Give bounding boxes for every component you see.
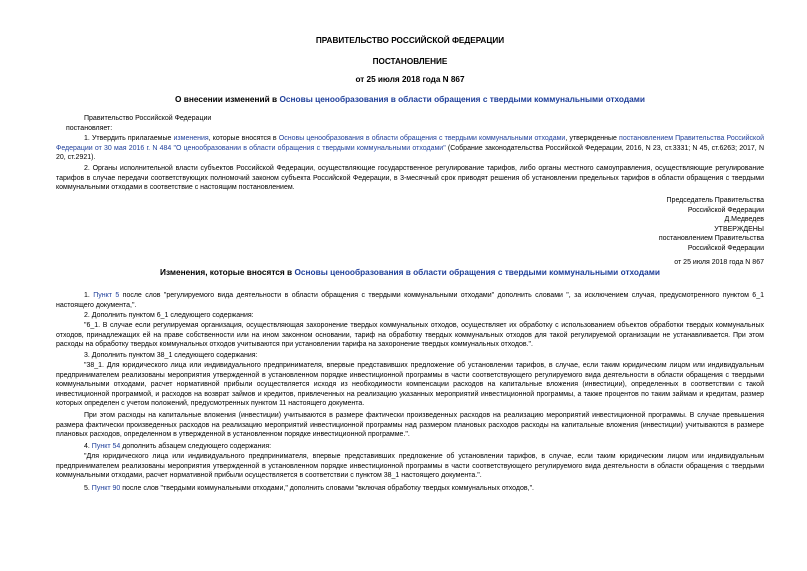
- document-title: [56, 94, 764, 104]
- approval-line: постановлением Правительства: [658, 235, 764, 243]
- changes-title: [56, 267, 764, 277]
- link-punkt-5[interactable]: Пункт 5: [93, 292, 120, 299]
- approval-line: УТВЕРЖДЕНЫ: [714, 225, 764, 233]
- changes-title-link[interactable]: Основы ценообразования в области обращения с твердыми коммунальными отходами: [294, 267, 660, 277]
- link-basics[interactable]: Основы ценообразования в области обращения с твердыми коммунальными отходами: [278, 135, 566, 142]
- change-4-quote: "Для юридического лица или индивидуального предпринимателя, впервые представивших предложение об установлении тарифов, в случае, если таким юридическим лицом или индивидуальным предпринимателем реализованы мероприятия утвержденной в установленном порядке инвестиционной программы в части соответствующего регулируемого вида деятельности в области обращения с твердыми коммунальными отходами, расчет нормативной прибыли осуществляется в соответствии с пунктом 38_1 настоящего документа.".: [56, 453, 764, 480]
- change-3: 3. Дополнить пунктом 38_1 следующего содержания:: [84, 352, 258, 359]
- change-1: [56, 291, 764, 310]
- intro-line-2: постановляет:: [66, 125, 113, 132]
- p1-text-d: (Собрание законодательства Российской Федерации, 2016, N 23, ст.3331; N 45, ст.6263; 2017, N 20, ст.2921).: [56, 144, 764, 162]
- change-3-quote-2: При этом расходы на капитальные вложения (инвестиции) учитываются в размере фактически произведенных расходов на реализацию мероприятий инвестиционной программы. В случае превышения размера фактически произведенных расходов на реализацию мероприятий инвестиционной программы над размером плановых расходов расходы на капитальные вложения (инвестиции) учитываются в размере плановых расходов, определенном в утвержденной в установленном порядке инвестиционной программе.".: [56, 412, 764, 439]
- c5-text: после слов "твердыми коммунальными отходами," дополнить словами "включая обработку твердых коммунальных отходов,".: [120, 485, 534, 492]
- changes-title-prefix: Изменения, которые вносятся в: [159, 267, 295, 277]
- paragraph-2: 2. Органы исполнительной власти субъектов Российской Федерации, осуществляющие государственное регулирование тарифов, либо органы местного самоуправления, осуществляющие регулирование тарифов в случае передачи соответствующих полномочий законом субъекта Российской Федерации, в 3-месячный срок приводят решения об установлении предельных тарифов в области обращения с твердыми коммунальными отходами в соответствие с настоящим постановлением.: [56, 165, 764, 192]
- government-heading: ПРАВИТЕЛЬСТВО РОССИЙСКОЙ ФЕДЕРАЦИИ: [315, 36, 505, 45]
- c4-num: 4.: [84, 443, 92, 450]
- approval-date: от 25 июля 2018 года N 867: [674, 259, 764, 266]
- p1-text-a: 1. Утвердить прилагаемые: [84, 135, 174, 142]
- c1-text: после слов "регулируемого вида деятельности в области обращения с твердыми коммунальными отходами" дополнить словами ", за исключением случая, предусмотренного пунктом 6_1 настоящего документа,".: [56, 292, 764, 309]
- approval-line: Российской Федерации: [687, 244, 764, 252]
- title-prefix: О внесении изменений в: [175, 94, 280, 104]
- signature-line: Д.Медведев: [724, 216, 764, 224]
- c1-num: 1.: [84, 292, 94, 299]
- c5-num: 5.: [84, 485, 92, 492]
- document-date-heading: от 25 июля 2018 года N 867: [355, 75, 465, 84]
- change-5: [56, 484, 764, 494]
- signature-line: Российской Федерации: [687, 206, 764, 214]
- link-punkt-90[interactable]: Пункт 90: [91, 485, 121, 492]
- c4-text: дополнить абзацем следующего содержания:: [120, 443, 272, 450]
- change-4: [56, 442, 764, 452]
- document-type-heading: ПОСТАНОВЛЕНИЕ: [372, 57, 448, 66]
- change-2: 2. Дополнить пунктом 6_1 следующего содержания:: [84, 312, 254, 319]
- intro-line-1: Правительство Российской Федерации: [84, 115, 212, 122]
- change-2-quote: "6_1. В случае если регулируемая организация, осуществляющая захоронение твердых коммунальных отходов, осуществляет их обработку с использованием объектов обработки твердых коммунальных отходов, принадлежащих ей на праве собственности или на ином законном основании, тариф на обработку твердых коммунальных отходов для такой регулируемой организации не устанавливается. При этом расходы на обработку твердых коммунальных отходов учитываются при установлении тарифа на захоронение твердых коммунальных отходов.".: [56, 322, 764, 349]
- signature-line: Председатель Правительства: [666, 197, 764, 204]
- paragraph-1: [56, 134, 764, 163]
- change-3-quote: "38_1. Для юридического лица или индивидуального предпринимателя, впервые представивших предложение об установлении тарифов, в случае, если таким юридическим лицом или индивидуальным предпринимателем реализованы мероприятия утвержденной в установленном порядке инвестиционной программы в части соответствующего регулируемого вида деятельности в области обращения с твердыми коммунальными отходами, расчет нормативной прибыли осуществляется исходя из необходимости компенсации расходов на капитальные вложения (инвестиции), определенных в соответствии с такой инвестиционной программой, и расходов на возврат займов и кредитов, привлеченных на реализацию указанных мероприятий инвестиционной программы, а также процентов по таким займам и кредитам, размер которых определен с учетом положений, предусмотренных пунктом 11 настоящего документа.: [56, 362, 764, 408]
- link-punkt-54[interactable]: Пункт 54: [91, 443, 121, 450]
- link-changes[interactable]: изменения: [173, 135, 209, 142]
- p1-text-b: , которые вносятся в: [208, 135, 279, 142]
- link-resolution-484[interactable]: постановлением Правительства Российской Федерации от 30 мая 2016 г. N 484 "О ценообразовании в области обращения с твердыми коммунальными отходами": [56, 135, 765, 152]
- title-link[interactable]: Основы ценообразования в области обращения с твердыми коммунальными отходами: [279, 94, 645, 104]
- signature-block: [659, 196, 764, 254]
- p1-text-c: , утвержденные: [565, 135, 620, 142]
